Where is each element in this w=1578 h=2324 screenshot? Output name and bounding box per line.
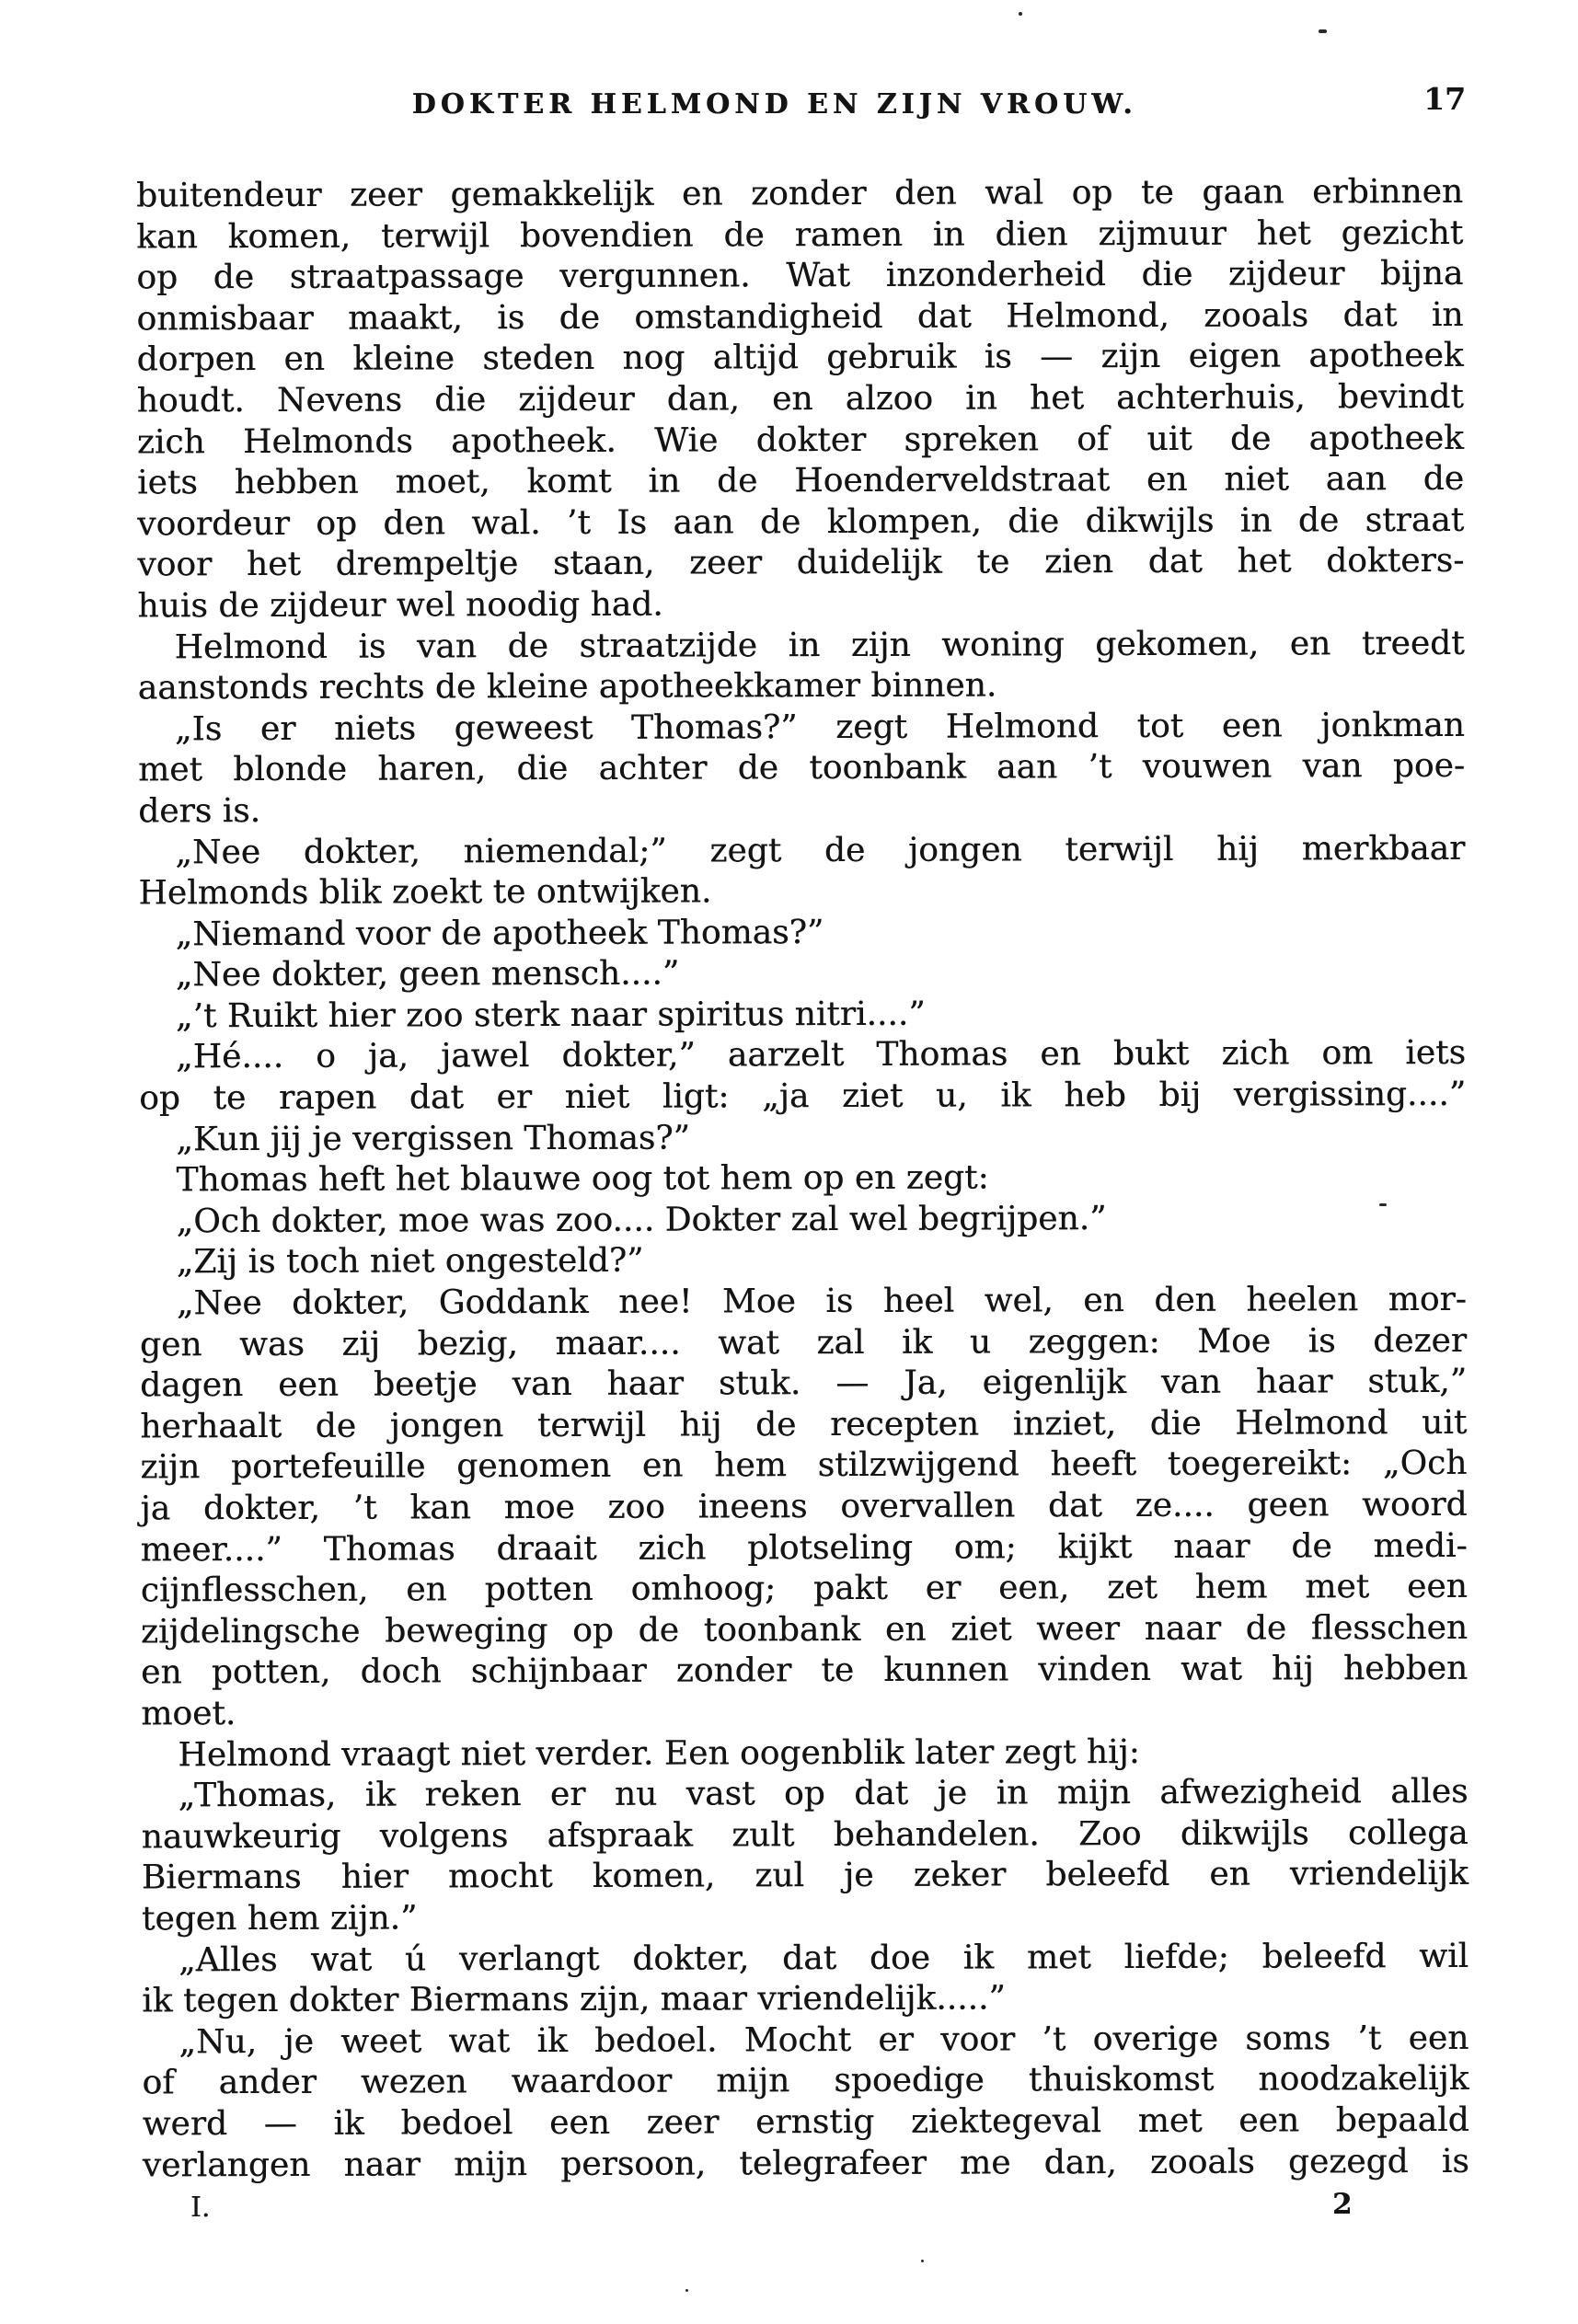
text-line: verlangen naar mijn persoon, telegrafeer me dan, zooals gezegd is <box>142 2142 1469 2184</box>
text-line: zich Helmonds apotheek. Wie dokter spreken of uit de apotheek <box>136 419 1464 461</box>
text-line: gen was zij bezig, maar.... wat zal ik u zeggen: Moe is dezer <box>139 1321 1468 1364</box>
text-line: zijn portefeuille genomen en hem stilzwijgend heeft toegereikt: „Och <box>140 1444 1468 1487</box>
running-title: DOKTER HELMOND EN ZIJN VROUW. <box>411 88 1137 121</box>
text-line: „Thomas, ik reken er nu vast op dat je in mijn afwezigheid alles <box>178 1773 1469 1815</box>
sheet-signature: 2 <box>1332 2188 1353 2221</box>
scan-speck <box>1379 1203 1387 1206</box>
text-line: op de straatpassage vergunnen. Wat inzonderheid die zijdeur bijna <box>136 255 1464 297</box>
body-text <box>136 172 1469 2187</box>
text-line: werd — ik bedoel een zeer ernstig ziektegeval met een bepaald <box>142 2100 1469 2144</box>
text-line: huis de zijdeur wel noodig had. <box>137 585 663 626</box>
text-line: meer....” Thomas draait zich plotseling om; kijkt naar de medi- <box>140 1526 1468 1569</box>
text-line: zijdelingsche beweging op de toonbank en ziet weer naar de flesschen <box>140 1608 1469 1651</box>
text-line: cijnflesschen, en potten omhoog; pakt er een, zet hem met een <box>140 1568 1468 1610</box>
volume-signature: I. <box>190 2192 211 2224</box>
text-line: buitendeur zeer gemakkelijk en zonder den wal op te gaan erbinnen <box>136 172 1464 215</box>
text-line: Helmond vraagt niet verder. Een oogenblik later zegt hij: <box>178 1732 1140 1774</box>
text-line: kan komen, terwijl bovendien de ramen in dien zijmuur het gezicht <box>136 213 1464 256</box>
text-line: op te rapen dat er niet ligt: „ja ziet u, ik heb bij vergissing....” <box>139 1075 1467 1118</box>
text-line: houdt. Nevens die zijdeur dan, en alzoo in het achterhuis, bevindt <box>136 377 1464 420</box>
text-line: Helmond is van de straatzijde in zijn woning gekomen, en treedt <box>174 624 1465 666</box>
text-line: voordeur op den wal. ’t Is aan de klompen, die dikwijls in de straat <box>137 500 1465 544</box>
text-line: of ander wezen waardoor mijn spoedige thuiskomst noodzakelijk <box>142 2060 1469 2102</box>
text-line: „Zij is toch niet ongesteld?” <box>176 1242 644 1282</box>
scan-speck <box>1019 12 1022 16</box>
text-line: „Nee dokter, geen mensch....” <box>175 954 680 995</box>
text-line: „Is er niets geweest Thomas?” zegt Helmond tot een jonkman <box>174 706 1465 748</box>
text-line: „Hé.... o ja, jawel dokter,” aarzelt Thomas en bukt zich om iets <box>175 1034 1467 1076</box>
text-line: dorpen en kleine steden nog altijd gebruik is — zijn eigen apotheek <box>136 337 1464 379</box>
text-line: „Alles wat ú verlangt dokter, dat doe ik met liefde; beleefd wil <box>179 1937 1469 1979</box>
text-line: tegen hem zijn.” <box>141 1899 418 1939</box>
text-line: en potten, doch schijnbaar zonder te kunnen vinden wat hij hebben <box>141 1650 1469 1692</box>
text-line: „’t Ruikt hier zoo sterk naar spiritus nitri....” <box>175 995 926 1036</box>
text-line: herhaalt de jongen terwijl hij de recepten inziet, die Helmond uit <box>140 1403 1468 1446</box>
page-number: 17 <box>1423 81 1466 117</box>
scan-speck <box>921 2260 924 2262</box>
text-line: „Niemand voor de apotheek Thomas?” <box>175 913 824 953</box>
text-line: „Och dokter, moe was zoo.... Dokter zal wel begrijpen.” <box>176 1199 1107 1241</box>
text-line: ders is. <box>138 791 261 831</box>
text-line: „Kun jij je vergissen Thomas?” <box>176 1119 691 1158</box>
text-line: „Nu, je weet wat ik bedoel. Mocht er voor ’t overige soms ’t een <box>179 2019 1469 2061</box>
text-line: iets hebben moet, komt in de Hoenderveldstraat en niet aan de <box>136 460 1465 502</box>
text-line: Helmonds blik zoekt te ontwijken. <box>138 872 712 913</box>
text-line: met blonde haren, die achter de toonbank aan ’t vouwen van poe- <box>137 747 1466 789</box>
text-line: Thomas heft het blauwe oog tot hem op en zegt: <box>176 1158 989 1200</box>
text-line: onmisbaar maakt, is de omstandigheid dat Helmond, zooals dat in <box>136 295 1464 339</box>
text-line: ik tegen dokter Biermans zijn, maar vriendelijk.....” <box>142 1979 1006 2020</box>
text-line: moet. <box>141 1695 236 1733</box>
scan-speck <box>1319 29 1327 33</box>
scan-speck <box>685 2289 688 2292</box>
text-line: „Nee dokter, niemendal;” zegt de jongen terwijl hij merkbaar <box>175 829 1466 871</box>
text-line: aanstonds rechts de kleine apotheekkamer binnen. <box>137 666 997 708</box>
text-line: voor het drempeltje staan, zeer duidelijk te zien dat het dokters- <box>137 542 1465 584</box>
text-line: Biermans hier mocht komen, zul je zeker beleefd en vriendelijk <box>141 1855 1469 1897</box>
text-line: „Nee dokter, Goddank nee! Moe is heel wel, en den heelen mor- <box>176 1280 1467 1323</box>
text-line: nauwkeurig volgens afspraak zult behandelen. Zoo dikwijls collega <box>141 1813 1469 1857</box>
text-line: dagen een beetje van haar stuk. — Ja, eigenlijk van haar stuk,” <box>140 1363 1468 1405</box>
text-line: ja dokter, ’t kan moe zoo ineens overvallen dat ze.... geen woord <box>140 1485 1468 1528</box>
